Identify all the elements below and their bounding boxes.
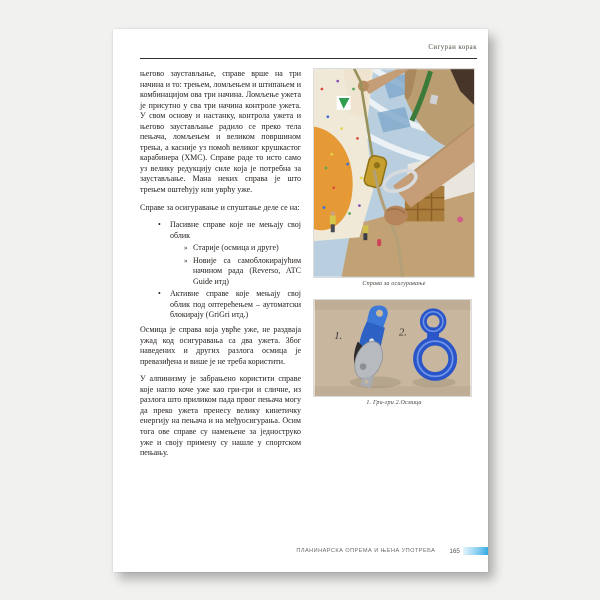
figure-label-1: 1.	[334, 330, 343, 343]
bullet-icon: •	[158, 220, 161, 230]
sub-bullet-icon: »	[184, 256, 188, 265]
footer-accent-block	[463, 547, 488, 555]
list-item	[140, 289, 301, 321]
list-item	[140, 256, 301, 288]
figure-devices	[313, 299, 475, 406]
running-header: Сигуран корак	[428, 44, 477, 51]
figure-column	[313, 68, 475, 406]
sub-bullet-icon: »	[184, 244, 188, 253]
text-column	[140, 69, 301, 466]
list-item-label: Новије са самоблокирајућим начином рада (Reverso, ATC Guide итд)	[193, 255, 301, 286]
figure-caption: Справа за осигуравање	[362, 281, 426, 287]
figure-belaying	[313, 68, 475, 287]
device-type-list	[140, 220, 301, 321]
list-item-label: Пасивне справе које не мењају свој облик	[170, 220, 301, 240]
devices-photo	[313, 299, 472, 397]
page-footer	[140, 546, 488, 556]
paragraph-3: Осмица је справа која уврће уже, не раздваја ужад код осигуравања са два ужета. Због наведених и других разлога осмица је превазиђена и више је не треба користити.	[140, 325, 301, 366]
list-item	[140, 220, 301, 241]
paragraph-1: његово заустављање, справе врше на три начина и то: трењем, ломљењем и штипањем и комбинацијом ова три начина. Ломљење ужета је присутно у сва три начина контроле ужета. У свом основу и настанку, контрола ужета и његово заустављање радило се преко тела пењача, ломљењем и великом површином трења, а касније уз помоћ великог крушкастог карабинера (ХМС). Справе раде то исто само уз велику редукцију силе која је потребна за заустављање. Мана неких справа је што трењем оштећују или уврћу уже.	[140, 69, 301, 195]
list-item	[140, 243, 301, 254]
header-rule	[140, 58, 477, 59]
list-item-label: Старије (осмица и друге)	[193, 243, 279, 253]
footer-book-title: ПЛАНИНАРСКА ОПРЕМА И ЊЕНА УПОТРЕБА	[296, 548, 436, 554]
list-item-label: Активне справе које мењају свој облик под оптерећењем – аутоматски блокирају (GriGri итд.)	[170, 289, 301, 320]
paragraph-2: Справе за осигуравање и спуштање деле се на:	[140, 202, 300, 212]
page-number: 165	[449, 547, 460, 555]
climbing-gym-photo	[313, 68, 475, 278]
climbing-wall	[314, 69, 373, 241]
document-page	[113, 29, 488, 572]
figure-label-2: 2.	[398, 326, 407, 339]
paragraph-4: У алпинизму је забрањено користити справе које нагло коче уже као гри-гри и сличне, из разлога што приликом пада првог пењача могу да преко ужета пренесу велику кинетичку енергију на пењача и на међуосигурања. Осим тога ове справе су намењене за једноструко уже и своју примену су нашле у спортском пењању.	[140, 374, 301, 458]
bullet-icon: •	[158, 289, 161, 299]
figure-caption: 1. Гри-гри 2.Осмица	[366, 400, 422, 406]
